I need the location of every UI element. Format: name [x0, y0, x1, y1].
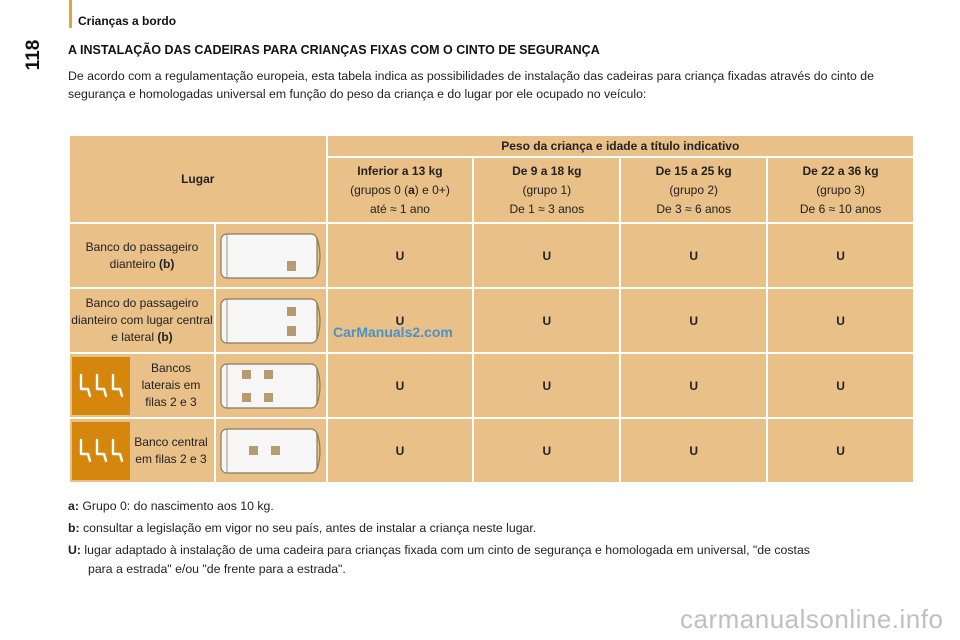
col-group: (grupo 2) [669, 182, 719, 197]
header-col-3 [768, 158, 913, 222]
place-text: Banco do passageiro dianteiro com lugar central e lateral [71, 296, 213, 344]
group-bold: a [408, 182, 415, 197]
note-key: a: [68, 499, 79, 513]
header-col-0 [328, 158, 473, 222]
cell-value: U [768, 354, 913, 417]
cell-value: U [768, 224, 913, 287]
row-place [70, 224, 214, 287]
table-row [70, 289, 913, 352]
cell-value: U [621, 419, 766, 482]
group-pre: (grupos 0 ( [350, 182, 409, 197]
table-row [70, 419, 913, 482]
cell-value: U [621, 289, 766, 352]
cell-value: U [474, 354, 619, 417]
row-place [70, 354, 214, 417]
table-row [70, 224, 913, 287]
col-group: (grupo 3) [816, 182, 865, 197]
place-text: Bancos laterais em filas 2 e 3 [141, 361, 201, 409]
cell-value: U [474, 419, 619, 482]
col-weight: Inferior a 13 kg [357, 163, 443, 178]
header-col-2 [621, 158, 766, 222]
cell-value: U [621, 224, 766, 287]
page-title: A INSTALAÇÃO DAS CADEIRAS PARA CRIANÇAS FIXAS COM O CINTO DE SEGURANÇA [68, 43, 600, 57]
header-weight: Peso da criança e idade a título indicativo [328, 136, 913, 156]
col-weight: De 9 a 18 kg [512, 163, 582, 178]
cell-value: U [328, 224, 473, 287]
row-place [70, 289, 214, 352]
van-top-view-icon [216, 289, 326, 352]
note-text-cont: para a estrada" e/ou "de frente para a estrada". [88, 562, 346, 576]
place-note: (b) [159, 256, 175, 271]
place-text: Banco central em filas 2 e 3 [134, 434, 208, 466]
section-accent-bar [69, 0, 72, 28]
note-text: Grupo 0: do nascimento aos 10 kg. [82, 499, 274, 513]
cell-value: U [474, 289, 619, 352]
cell-value: U [328, 354, 473, 417]
footer-watermark: carmanualsonline.info [680, 604, 944, 634]
col-age: De 1 ≈ 3 anos [509, 201, 585, 216]
rear-seats-icon [72, 422, 130, 480]
van-top-view-icon [216, 354, 326, 417]
section-header: Crianças a bordo [78, 14, 177, 28]
note-key: b: [68, 521, 80, 535]
note-text: consultar a legislação em vigor no seu país, antes de instalar a criança neste lugar. [83, 521, 537, 535]
cell-value: U [768, 289, 913, 352]
col-group [328, 181, 473, 200]
place-note: (b) [157, 330, 173, 344]
note-u [68, 541, 918, 579]
col-weight: De 15 a 25 kg [655, 163, 732, 178]
group-post: ) e 0+) [414, 182, 450, 197]
intro-paragraph: De acordo com a regulamentação europeia, esta tabela indica as possibilidades de instalação das cadeiras para criança fixadas através do cinto de segurança e homologadas universal em função do peso da criança e do lugar por ele ocupado no veículo: [68, 69, 874, 101]
cell-value: U [768, 419, 913, 482]
header-place: Lugar [70, 136, 326, 222]
cell-value: U [328, 419, 473, 482]
note-b [68, 519, 918, 538]
van-top-view-icon [216, 224, 326, 287]
header-col-1 [474, 158, 619, 222]
installation-table [68, 134, 915, 484]
col-age: até ≈ 1 ano [369, 201, 430, 216]
note-a [68, 497, 918, 516]
col-age: De 3 ≈ 6 anos [656, 201, 731, 216]
cell-value: U [474, 224, 619, 287]
table-row [70, 354, 913, 417]
note-text: lugar adaptado à instalação de uma cadeira para crianças fixada com um cinto de segurança e homologada em universal, "de costas [84, 543, 810, 557]
page-number: 118 [23, 39, 44, 71]
place-text: Banco do passageiro dianteiro [85, 239, 199, 271]
cell-value: U [328, 289, 473, 352]
rear-seats-icon [72, 357, 130, 415]
cell-value: U [621, 354, 766, 417]
watermark-link[interactable]: CarManuals2.com [333, 324, 453, 340]
row-place [70, 419, 214, 482]
col-age: De 6 ≈ 10 anos [799, 201, 882, 216]
footnotes [68, 497, 918, 582]
van-top-view-icon [216, 419, 326, 482]
col-weight: De 22 a 36 kg [802, 163, 879, 178]
col-group: (grupo 1) [522, 182, 572, 197]
note-key: U: [68, 543, 81, 557]
